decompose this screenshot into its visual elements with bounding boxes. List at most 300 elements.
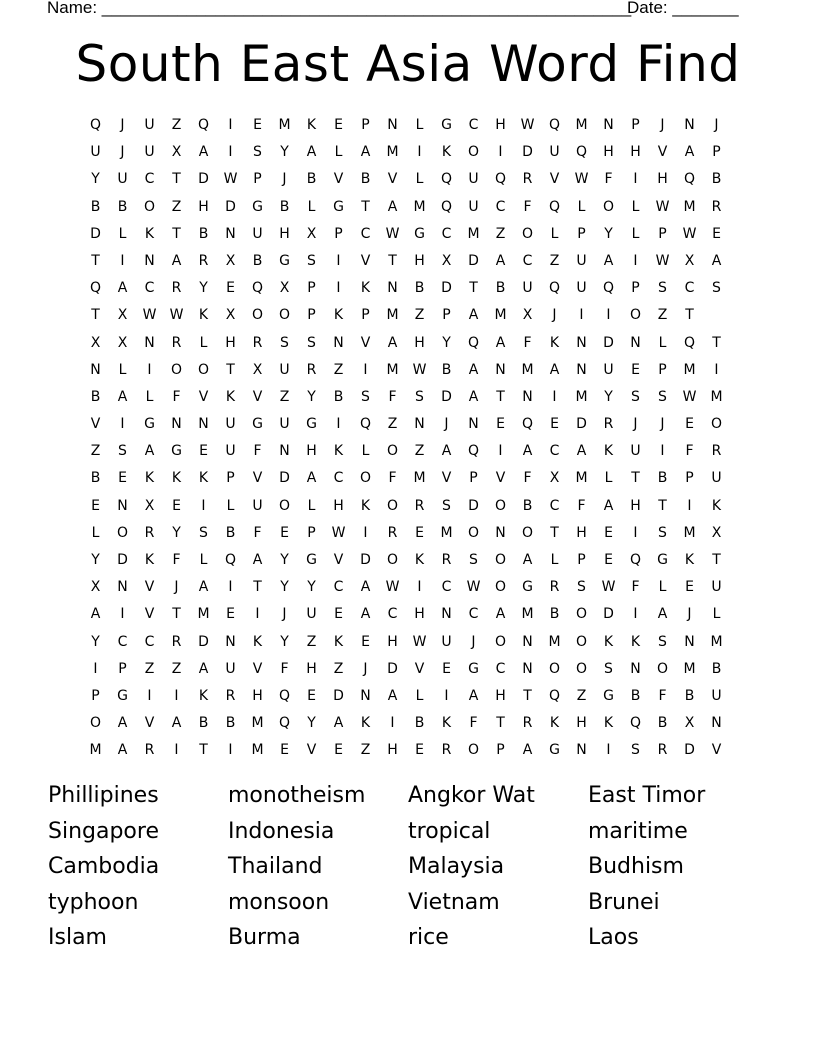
grid-letter: A — [360, 144, 371, 161]
grid-letter: O — [494, 633, 507, 650]
grid-letter: B — [198, 715, 209, 732]
grid-letter: M — [467, 225, 480, 242]
grid-letter: M — [683, 361, 696, 378]
grid-letter: X — [711, 524, 722, 541]
grid-letter: H — [387, 742, 398, 759]
grid-letter: Z — [333, 361, 344, 378]
grid-letter: W — [520, 117, 535, 133]
grid-letter: J — [120, 144, 125, 161]
grid-letter: S — [361, 388, 370, 405]
grid-letter: Z — [279, 388, 290, 405]
grid-letter: A — [360, 579, 371, 596]
grid-letter: P — [118, 660, 127, 677]
grid-letter: P — [631, 117, 640, 133]
grid-letter: Q — [467, 334, 480, 351]
grid-letter: V — [306, 742, 317, 759]
grid-letter: U — [225, 416, 236, 433]
grid-letter: S — [415, 388, 424, 405]
grid-letter: I — [174, 742, 179, 759]
grid-letter: A — [117, 280, 128, 297]
grid-letter: A — [576, 443, 587, 460]
grid-letter: H — [414, 252, 425, 269]
grid-letter: B — [414, 280, 425, 297]
grid-letter: Q — [224, 552, 237, 568]
grid-letter: G — [468, 660, 479, 677]
grid-letter: L — [199, 334, 208, 351]
grid-letter: T — [172, 225, 181, 242]
grid-letter: W — [655, 252, 670, 269]
grid-letter: I — [417, 144, 422, 161]
grid-letter: S — [118, 443, 127, 460]
grid-letter: Z — [333, 660, 344, 677]
grid-letter: C — [144, 280, 155, 297]
word-list-item: Laos — [588, 925, 639, 950]
grid-letter: I — [498, 443, 503, 460]
grid-letter: I — [228, 579, 233, 596]
grid-letter: A — [387, 334, 398, 351]
grid-letter: N — [387, 117, 398, 133]
grid-letter: F — [631, 579, 640, 596]
grid-letter: N — [576, 742, 587, 759]
grid-letter: K — [603, 715, 614, 732]
grid-letter: G — [171, 443, 182, 460]
grid-letter: A — [306, 144, 317, 161]
grid-letter: J — [282, 171, 287, 188]
grid-letter: N — [711, 715, 722, 732]
grid-letter: V — [252, 470, 263, 487]
grid-letter: P — [91, 687, 100, 704]
grid-letter: Y — [604, 225, 613, 242]
grid-letter: P — [307, 280, 316, 297]
grid-letter: D — [198, 633, 209, 650]
grid-letter: O — [386, 443, 399, 460]
grid-letter: S — [658, 633, 667, 650]
grid-letter: U — [630, 443, 641, 460]
grid-letter: U — [468, 198, 479, 215]
grid-letter: O — [494, 552, 507, 568]
grid-letter: P — [442, 307, 451, 324]
grid-letter: F — [253, 524, 262, 541]
grid-letter: W — [466, 579, 481, 596]
grid-letter: M — [710, 633, 723, 650]
grid-letter: R — [522, 171, 533, 188]
grid-letter: T — [253, 579, 262, 596]
grid-letter: L — [631, 198, 640, 215]
grid-letter: T — [469, 280, 478, 297]
grid-letter: S — [604, 660, 613, 677]
grid-letter: G — [657, 552, 668, 568]
grid-letter: W — [682, 225, 697, 242]
grid-letter: M — [683, 524, 696, 541]
grid-letter: N — [360, 687, 371, 704]
grid-letter: E — [415, 742, 424, 759]
grid-letter: A — [333, 715, 344, 732]
grid-letter: C — [684, 280, 695, 297]
grid-letter: T — [712, 552, 721, 568]
grid-letter: V — [414, 660, 425, 677]
grid-letter: X — [117, 307, 128, 324]
grid-letter: C — [387, 606, 398, 623]
grid-letter: S — [307, 252, 316, 269]
grid-letter: A — [522, 742, 533, 759]
grid-letter: F — [523, 198, 532, 215]
grid-letter: P — [577, 225, 586, 242]
grid-letter: L — [415, 171, 424, 188]
word-list-item: Phillipines — [48, 783, 159, 808]
grid-letter: P — [307, 524, 316, 541]
grid-letter: F — [388, 470, 397, 487]
grid-letter: O — [494, 579, 507, 596]
grid-letter: F — [577, 497, 586, 514]
grid-letter: K — [144, 552, 155, 568]
grid-letter: D — [441, 280, 452, 297]
grid-letter: Q — [521, 416, 534, 433]
grid-letter: W — [601, 579, 616, 596]
grid-letter: T — [523, 687, 532, 704]
grid-letter: I — [633, 524, 638, 541]
grid-letter: E — [199, 443, 208, 460]
grid-letter: M — [251, 742, 264, 759]
grid-letter: P — [631, 280, 640, 297]
grid-letter: J — [471, 633, 476, 650]
grid-letter: B — [90, 470, 101, 487]
grid-letter: R — [387, 524, 398, 541]
grid-letter: V — [333, 171, 344, 188]
grid-letter: T — [496, 388, 505, 405]
grid-letter: U — [90, 144, 101, 161]
word-list-item: Brunei — [588, 889, 660, 915]
word-list-item: monsoon — [228, 889, 330, 915]
grid-letter: Y — [442, 334, 451, 351]
grid-letter: I — [336, 280, 341, 297]
grid-letter: A — [495, 252, 506, 269]
grid-letter: Z — [171, 660, 182, 677]
grid-letter: A — [657, 606, 668, 623]
grid-letter: N — [630, 334, 641, 351]
grid-letter: H — [198, 198, 209, 215]
grid-letter: K — [630, 633, 641, 650]
grid-letter: O — [278, 497, 291, 514]
word-list-item: Indonesia — [228, 818, 335, 844]
grid-letter: V — [144, 715, 155, 732]
grid-letter: T — [91, 252, 100, 269]
grid-letter: I — [255, 606, 260, 623]
grid-letter: N — [576, 361, 587, 378]
grid-letter: F — [604, 171, 613, 188]
grid-letter: R — [603, 416, 614, 433]
grid-letter: P — [658, 361, 667, 378]
grid-letter: B — [684, 687, 695, 704]
grid-letter: Y — [307, 579, 316, 596]
grid-letter: D — [117, 552, 128, 568]
grid-letter: E — [334, 742, 343, 759]
grid-letter: Q — [467, 443, 480, 460]
grid-letter: Q — [548, 198, 561, 215]
grid-letter: M — [548, 633, 561, 650]
grid-letter: U — [441, 633, 452, 650]
grid-letter: S — [199, 524, 208, 541]
grid-letter: O — [143, 198, 156, 215]
grid-letter: P — [496, 742, 505, 759]
grid-letter: E — [280, 524, 289, 541]
grid-letter: S — [280, 334, 289, 351]
grid-letter: E — [442, 660, 451, 677]
grid-letter: K — [225, 388, 236, 405]
grid-letter: U — [711, 579, 722, 596]
grid-letter: N — [225, 633, 236, 650]
grid-letter: V — [495, 470, 506, 487]
grid-letter: U — [306, 606, 317, 623]
grid-letter: Y — [280, 633, 289, 650]
grid-letter: B — [90, 388, 101, 405]
grid-letter: B — [90, 198, 101, 215]
grid-letter: C — [522, 252, 533, 269]
grid-letter: U — [468, 171, 479, 188]
grid-letter: O — [656, 660, 669, 677]
grid-letter: V — [657, 144, 668, 161]
grid-letter: V — [252, 660, 263, 677]
grid-letter: L — [118, 361, 127, 378]
grid-letter: A — [198, 660, 209, 677]
grid-letter: Z — [549, 252, 560, 269]
grid-letter: A — [117, 742, 128, 759]
grid-letter: T — [172, 171, 181, 188]
grid-letter: C — [441, 225, 452, 242]
grid-letter: A — [117, 715, 128, 732]
grid-letter: N — [144, 334, 155, 351]
grid-letter: S — [307, 334, 316, 351]
grid-letter: X — [252, 361, 263, 378]
grid-letter: M — [386, 144, 399, 161]
grid-letter: F — [523, 470, 532, 487]
grid-letter: X — [225, 252, 236, 269]
grid-letter: B — [225, 715, 236, 732]
grid-letter: B — [414, 715, 425, 732]
grid-letter: Z — [360, 742, 371, 759]
grid-letter: O — [359, 470, 372, 487]
grid-letter: B — [657, 470, 668, 487]
grid-letter: E — [334, 117, 343, 133]
grid-letter: V — [711, 742, 722, 759]
grid-letter: L — [658, 579, 667, 596]
grid-letter: A — [252, 552, 263, 568]
grid-letter: L — [712, 606, 721, 623]
grid-letter: L — [604, 470, 613, 487]
grid-letter: A — [360, 606, 371, 623]
grid-letter: S — [253, 144, 262, 161]
word-list-item: Islam — [48, 925, 107, 950]
grid-letter: R — [171, 633, 182, 650]
grid-letter: X — [306, 225, 317, 242]
grid-letter: E — [307, 687, 316, 704]
grid-letter: D — [468, 497, 479, 514]
grid-letter: J — [660, 416, 665, 433]
grid-letter: L — [307, 198, 316, 215]
grid-letter: Q — [251, 280, 264, 297]
grid-letter: R — [171, 280, 182, 297]
grid-letter: P — [577, 552, 586, 568]
grid-letter: O — [89, 715, 102, 732]
grid-letter: A — [603, 497, 614, 514]
grid-letter: N — [495, 524, 506, 541]
grid-letter: Y — [604, 388, 613, 405]
grid-letter: N — [522, 388, 533, 405]
grid-letter: O — [197, 361, 210, 378]
grid-letter: Q — [440, 171, 453, 188]
grid-letter: R — [522, 715, 533, 732]
grid-letter: I — [174, 687, 179, 704]
grid-letter: C — [468, 606, 479, 623]
grid-letter: R — [144, 524, 155, 541]
grid-letter: S — [631, 388, 640, 405]
grid-letter: E — [226, 280, 235, 297]
grid-letter: M — [89, 742, 102, 759]
grid-letter: N — [684, 117, 695, 133]
grid-letter: V — [441, 470, 452, 487]
grid-letter: T — [550, 524, 559, 541]
grid-letter: N — [117, 497, 128, 514]
grid-letter: A — [522, 552, 533, 568]
grid-letter: U — [252, 225, 263, 242]
grid-letter: M — [683, 660, 696, 677]
grid-letter: Q — [575, 144, 588, 161]
grid-letter: C — [468, 117, 479, 133]
grid-letter: Z — [306, 633, 317, 650]
grid-letter: X — [90, 334, 101, 351]
grid-letter: G — [603, 687, 614, 704]
grid-letter: G — [414, 225, 425, 242]
grid-letter: B — [360, 171, 371, 188]
grid-letter: W — [385, 579, 400, 596]
grid-letter: G — [522, 579, 533, 596]
grid-letter: K — [333, 633, 344, 650]
grid-letter: B — [117, 198, 128, 215]
grid-letter: O — [170, 361, 183, 378]
grid-letter: W — [142, 307, 157, 324]
grid-letter: F — [388, 388, 397, 405]
grid-letter: I — [390, 715, 395, 732]
grid-letter: X — [279, 280, 290, 297]
grid-letter: W — [385, 225, 400, 242]
grid-letter: K — [144, 225, 155, 242]
grid-letter: X — [117, 334, 128, 351]
grid-letter: K — [711, 497, 722, 514]
grid-letter: Z — [144, 660, 155, 677]
grid-letter: Q — [629, 715, 642, 732]
grid-letter: I — [228, 742, 233, 759]
grid-letter: U — [711, 687, 722, 704]
grid-letter: R — [657, 742, 668, 759]
grid-letter: K — [360, 715, 371, 732]
grid-letter: C — [441, 579, 452, 596]
grid-letter: Q — [197, 117, 210, 133]
grid-letter: E — [604, 524, 613, 541]
grid-letter: U — [144, 144, 155, 161]
grid-letter: D — [684, 742, 695, 759]
grid-letter: O — [629, 307, 642, 324]
grid-letter: H — [279, 225, 290, 242]
grid-letter: G — [306, 416, 317, 433]
grid-letter: T — [172, 606, 181, 623]
grid-letter: J — [687, 606, 692, 623]
grid-letter: L — [415, 687, 424, 704]
grid-letter: O — [386, 552, 399, 568]
grid-letter: L — [658, 334, 667, 351]
grid-letter: Y — [199, 280, 208, 297]
grid-letter: F — [658, 687, 667, 704]
grid-letter: K — [144, 470, 155, 487]
grid-letter: A — [198, 579, 209, 596]
grid-letter: R — [711, 443, 722, 460]
grid-letter: V — [333, 552, 344, 568]
grid-letter: O — [548, 660, 561, 677]
grid-letter: E — [604, 552, 613, 568]
grid-letter: B — [279, 198, 290, 215]
grid-letter: A — [171, 715, 182, 732]
grid-letter: I — [660, 443, 665, 460]
letter-grid — [82, 112, 730, 765]
grid-letter: R — [306, 361, 317, 378]
grid-letter: J — [444, 416, 449, 433]
word-list-item: Malaysia — [408, 854, 505, 879]
grid-letter: Q — [683, 334, 696, 351]
grid-letter: M — [251, 715, 264, 732]
grid-letter: C — [333, 579, 344, 596]
grid-letter: W — [412, 633, 427, 650]
grid-letter: R — [171, 334, 182, 351]
grid-letter: E — [361, 633, 370, 650]
grid-letter: L — [307, 497, 316, 514]
grid-letter: O — [521, 225, 534, 242]
grid-letter: H — [414, 606, 425, 623]
grid-letter: P — [685, 470, 694, 487]
grid-letter: F — [253, 443, 262, 460]
grid-letter: L — [550, 552, 559, 568]
grid-letter: K — [198, 470, 209, 487]
grid-letter: L — [550, 225, 559, 242]
grid-letter: D — [441, 388, 452, 405]
grid-letter: T — [388, 252, 397, 269]
grid-letter: A — [468, 307, 479, 324]
grid-letter: P — [226, 470, 235, 487]
grid-letter: C — [360, 225, 371, 242]
grid-letter: K — [549, 334, 560, 351]
grid-letter: C — [144, 171, 155, 188]
grid-letter: E — [118, 470, 127, 487]
grid-letter: I — [633, 606, 638, 623]
grid-letter: R — [198, 252, 209, 269]
grid-letter: S — [631, 742, 640, 759]
grid-letter: J — [363, 660, 368, 677]
grid-letter: R — [144, 742, 155, 759]
grid-letter: B — [306, 171, 317, 188]
grid-letter: V — [387, 171, 398, 188]
grid-letter: S — [658, 280, 667, 297]
grid-letter: V — [549, 171, 560, 188]
grid-letter: Y — [172, 524, 181, 541]
grid-letter: A — [711, 252, 722, 269]
grid-letter: H — [306, 443, 317, 460]
grid-letter: F — [172, 388, 181, 405]
grid-letter: I — [147, 687, 152, 704]
grid-letter: A — [441, 443, 452, 460]
grid-letter: I — [228, 117, 233, 133]
grid-letter: H — [495, 687, 506, 704]
grid-letter: N — [603, 117, 614, 133]
grid-letter: K — [441, 144, 452, 161]
grid-letter: I — [579, 307, 584, 324]
grid-letter: C — [333, 470, 344, 487]
